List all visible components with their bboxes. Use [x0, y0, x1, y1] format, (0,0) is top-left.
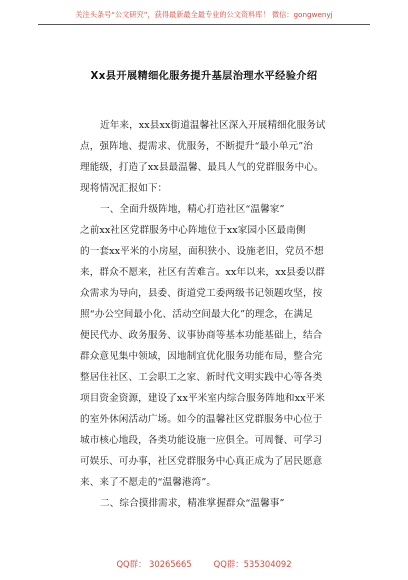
paragraph-line: 来，群众不愿来，社区有苦难言。xx年以来，xx县委以群: [80, 267, 325, 278]
header-banner: 关注头条号“公文研究”，获得最新最全最专业的公文资料库！ 微信：gongwenyj: [75, 10, 333, 19]
header-rule: [38, 24, 370, 25]
paragraph-line: 的一套xx平米的小房屋，面积狭小、设施老旧，党员不想: [80, 246, 324, 257]
paragraph-line: 群众意见集中领域，因地制宜优化服务功能布局，整合完: [80, 351, 323, 362]
paragraph-line: 二、综合摸排需求，精准掌握群众“温馨事”: [100, 498, 285, 509]
footer-qq-groups: [0, 558, 408, 570]
paragraph-line: 照“办公空间最小化、活动空间最大化”的理念，在满足: [80, 309, 313, 320]
document-body: [80, 115, 332, 514]
paragraph-line: 可娱乐、可办事，社区党群服务中心真正成为了居民愿意: [80, 456, 323, 467]
paragraph-line: 项目资金资源，建设了xx平米室内综合服务阵地和xx平米: [80, 393, 325, 404]
paragraph-line: 城市核心地段，各类功能设施一应俱全。可周餐、可学习: [80, 435, 323, 446]
paragraph-line: 近年来，xx县xx街道温馨社区深入开展精细化服务试: [100, 120, 326, 131]
document-title: Xx县开展精细化服务提升基层治理水平经验介绍: [90, 71, 318, 82]
paragraph-line: 之前xx社区党群服务中心阵地位于xx家园小区最南侧: [80, 225, 306, 236]
paragraph-line: 整居住社区、工会职工之家、新时代文明实践中心等各类: [80, 372, 323, 383]
footer-qq-group-2: QQ群：535304092: [213, 559, 292, 569]
paragraph-line: 点，强阵地、提需求、优服务，不断提升“最小单元”治: [80, 141, 313, 152]
paragraph-line: 便民代办、政务服务、议事协商等基本功能基础上，结合: [80, 330, 323, 341]
paragraph-line: 现将情况汇报如下：: [80, 183, 168, 194]
paragraph-line: 一、全面升级阵地，精心打造社区“温馨家”: [100, 204, 285, 215]
paragraph-line: 的室外休闲活动广场。如今的温馨社区党群服务中心位于: [80, 414, 323, 425]
footer-qq-group-1: QQ群： 30265665: [116, 559, 192, 569]
paragraph-line: 理能级，打造了xx县最温馨、最具人气的党群服务中心。: [80, 162, 324, 173]
paragraph-line: 众需求为导向，县委、街道党工委两级书记领题攻坚，按: [80, 288, 323, 299]
paragraph-line: 来、来了不愿走的“温馨港湾”。: [80, 477, 217, 488]
